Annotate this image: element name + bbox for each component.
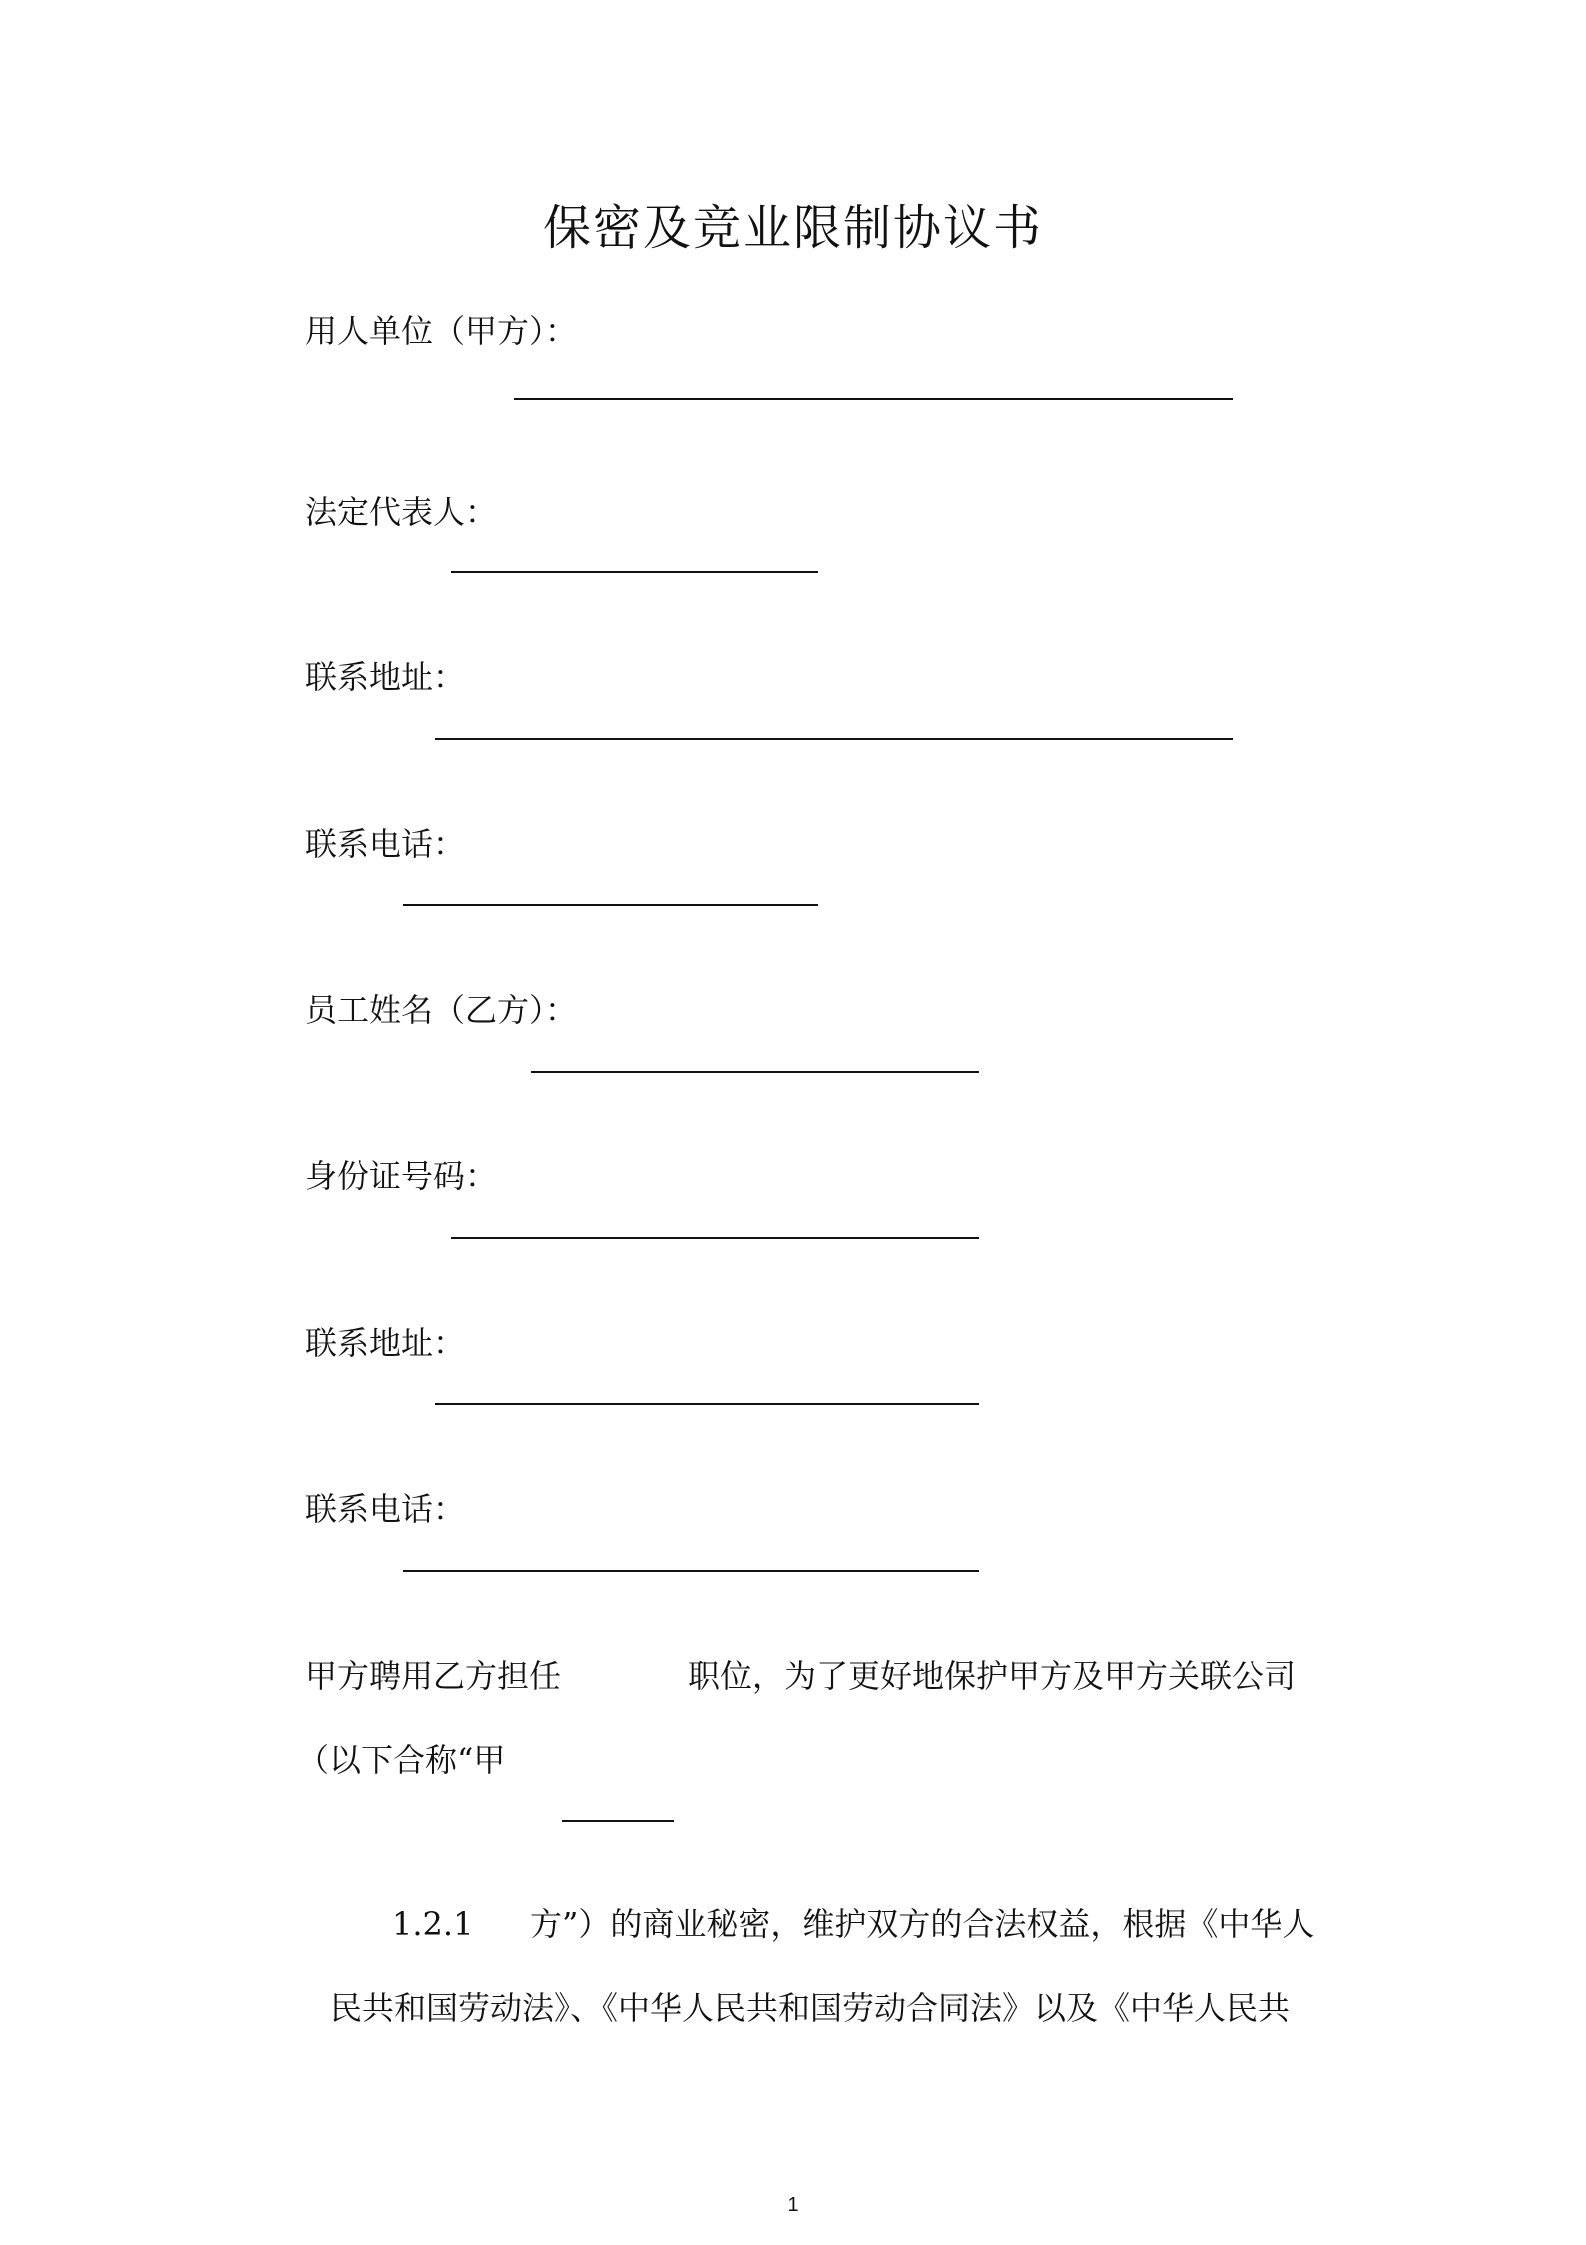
page-number: 1 xyxy=(787,2194,799,2216)
employee-name-label: 员工姓名（乙方）： xyxy=(305,991,578,1029)
employee-name-blank[interactable] xyxy=(531,1071,979,1073)
employee-address-blank[interactable] xyxy=(435,1403,979,1405)
paragraph-line-4: 民共和国劳动法》、《中华人民共和国劳动合同法》以及《中华人民共 xyxy=(330,1989,1291,2027)
position-blank[interactable] xyxy=(562,1820,674,1822)
employer-label: 用人单位（甲方）： xyxy=(305,312,578,350)
paragraph-line-2: （以下合称“甲 xyxy=(297,1741,506,1779)
employee-phone-blank[interactable] xyxy=(403,1570,979,1572)
id-number-label: 身份证号码： xyxy=(305,1157,498,1195)
employer-address-label: 联系地址： xyxy=(305,658,466,696)
employee-phone-label: 联系电话： xyxy=(305,1490,466,1528)
employer-address-blank[interactable] xyxy=(435,738,1233,740)
legal-representative-label: 法定代表人： xyxy=(305,493,498,531)
employer-phone-label: 联系电话： xyxy=(305,825,466,863)
legal-representative-blank[interactable] xyxy=(451,571,818,573)
paragraph-line-3: 方”）的商业秘密，维护双方的合法权益，根据《中华人 xyxy=(530,1905,1315,1943)
employer-blank[interactable] xyxy=(514,398,1233,400)
employer-phone-blank[interactable] xyxy=(403,904,818,906)
id-number-blank[interactable] xyxy=(451,1237,979,1239)
document-title: 保密及竞业限制协议书 xyxy=(542,200,1043,256)
paragraph-line-1a: 甲方聘用乙方担任 xyxy=(305,1657,562,1695)
paragraph-line-1b: 职位，为了更好地保护甲方及甲方关联公司 xyxy=(688,1657,1297,1695)
employee-address-label: 联系地址： xyxy=(305,1324,466,1362)
clause-number: 1.2.1 xyxy=(392,1905,474,1943)
